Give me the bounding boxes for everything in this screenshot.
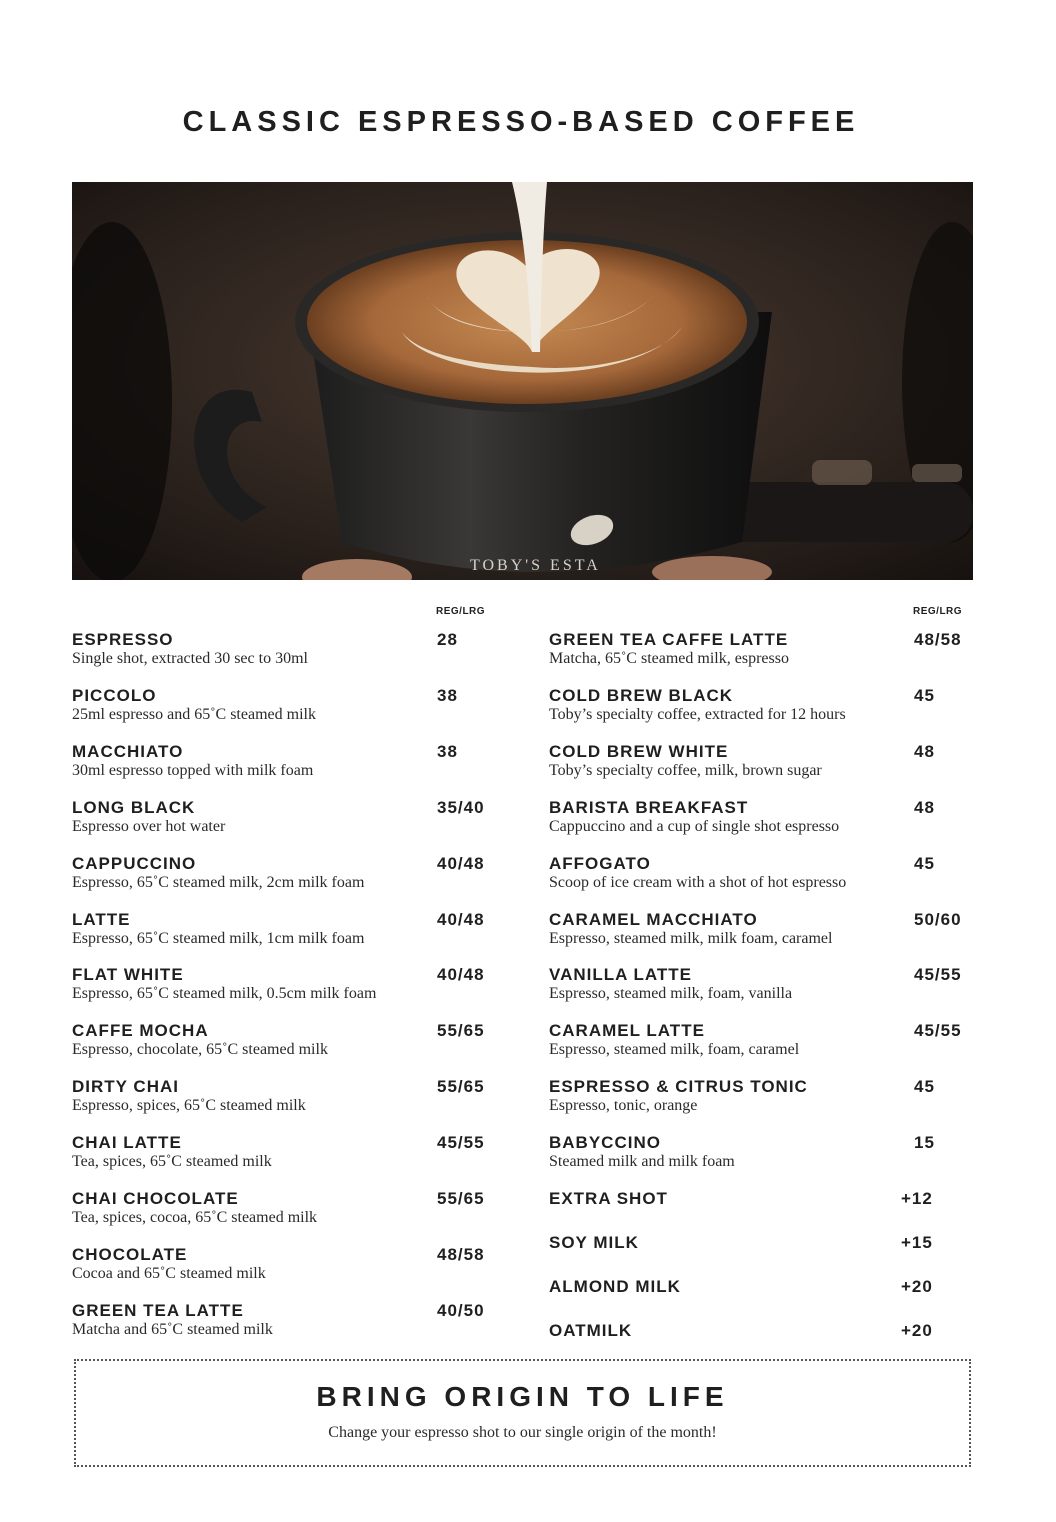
- menu-item: [72, 1301, 500, 1351]
- menu-item-name: CAFFE MOCHA: [72, 1021, 209, 1041]
- menu-item: [549, 1277, 973, 1327]
- menu-item-description: Toby’s specialty coffee, milk, brown sugar: [549, 761, 822, 779]
- menu-item: [549, 742, 973, 792]
- menu-item-description: Espresso, 65˚C steamed milk, 1cm milk foam: [72, 929, 365, 947]
- menu-item-name: BABYCCINO: [549, 1133, 661, 1153]
- menu-item-price: 55/65: [437, 1077, 485, 1097]
- menu-item-description: 30ml espresso topped with milk foam: [72, 761, 314, 779]
- menu-item-price: 55/65: [437, 1021, 485, 1041]
- menu-item-name: PICCOLO: [72, 685, 157, 705]
- menu-item-description: Matcha and 65˚C steamed milk: [72, 1320, 273, 1338]
- menu-item-price: 28: [437, 630, 458, 649]
- menu-item-price: 40/48: [437, 965, 485, 985]
- menu-item-name: BARISTA BREAKFAST: [549, 797, 749, 817]
- menu-item: [549, 965, 973, 1015]
- menu-item-name: DIRTY CHAI: [72, 1077, 179, 1097]
- promo-box: [74, 1359, 971, 1467]
- menu-item: [72, 742, 500, 792]
- menu-item: [549, 630, 973, 680]
- menu-item-description: Matcha, 65˚C steamed milk, espresso: [549, 650, 789, 667]
- menu-item: [549, 1021, 973, 1071]
- menu-item: [72, 686, 500, 736]
- menu-item: [549, 1233, 973, 1283]
- menu-item: [549, 798, 973, 848]
- menu-item-name: COLD BREW BLACK: [549, 685, 734, 705]
- size-header-right: REG/LRG: [913, 606, 963, 617]
- menu-item-price: 35/40: [437, 797, 485, 817]
- menu-item: [549, 854, 973, 904]
- menu-item-price: 45/55: [437, 1133, 485, 1153]
- menu-item-price: 45/55: [914, 965, 962, 985]
- menu-item-price: 45: [914, 685, 935, 705]
- menu-item-price: +12: [901, 1189, 933, 1208]
- menu-item-price: 38: [437, 685, 458, 705]
- menu-item-description: Single shot, extracted 30 sec to 30ml: [72, 650, 308, 667]
- menu-item-description: Espresso, chocolate, 65˚C steamed milk: [72, 1041, 328, 1059]
- menu-item-description: Espresso, tonic, orange: [549, 1097, 698, 1115]
- cup-brand-text: TOBY'S ESTA: [470, 557, 601, 574]
- menu-item-price: 48/58: [437, 1244, 485, 1264]
- menu-item-name: ESPRESSO: [72, 630, 174, 649]
- menu-item-price: 55/65: [437, 1189, 485, 1208]
- menu-item-price: 40/48: [437, 909, 485, 929]
- menu-item-description: Espresso, spices, 65˚C steamed milk: [72, 1097, 306, 1115]
- menu-item-price: +15: [901, 1233, 933, 1252]
- menu-item-price: 45/55: [914, 1021, 962, 1041]
- menu-item-name: CHAI LATTE: [72, 1133, 182, 1153]
- menu-item-price: 38: [437, 741, 458, 761]
- menu-item: [72, 1245, 500, 1295]
- menu-item-name: VANILLA LATTE: [549, 965, 692, 985]
- menu-item: [549, 686, 973, 736]
- menu-item-price: 45: [914, 853, 935, 873]
- menu-item-description: Tea, spices, 65˚C steamed milk: [72, 1153, 272, 1171]
- menu-item-price: 48: [914, 797, 935, 817]
- menu-item-price: +20: [901, 1277, 933, 1296]
- menu-item-description: Tea, spices, cocoa, 65˚C steamed milk: [72, 1209, 318, 1226]
- menu-item-price: 50/60: [914, 909, 962, 929]
- menu-item-name: SOY MILK: [549, 1233, 639, 1252]
- menu-item-name: FLAT WHITE: [72, 965, 184, 985]
- menu-item-name: CHAI CHOCOLATE: [72, 1189, 239, 1208]
- menu-item-name: OATMILK: [549, 1321, 633, 1340]
- menu-item-name: LATTE: [72, 909, 131, 929]
- menu-item-description: Espresso, steamed milk, milk foam, caramel: [549, 929, 833, 947]
- menu-item-name: CARAMEL LATTE: [549, 1021, 705, 1041]
- coffee-cup-illustration: [72, 182, 973, 580]
- menu-item: [549, 1189, 973, 1239]
- menu-item: [72, 965, 500, 1015]
- menu-item: [72, 854, 500, 904]
- page-title: CLASSIC ESPRESSO-BASED COFFEE: [182, 106, 860, 138]
- menu-item-description: Espresso, 65˚C steamed milk, 0.5cm milk foam: [72, 985, 377, 1003]
- menu-item-name: MACCHIATO: [72, 741, 184, 761]
- menu-item-price: +20: [901, 1321, 933, 1340]
- menu-item-description: Espresso, 65˚C steamed milk, 2cm milk foam: [72, 873, 365, 891]
- menu-item-description: Scoop of ice cream with a shot of hot espresso: [549, 873, 847, 891]
- menu-item-price: 48/58: [914, 630, 962, 649]
- menu-item-description: Espresso over hot water: [72, 817, 226, 835]
- menu-item-price: 45: [914, 1077, 935, 1097]
- menu-item: [72, 1133, 500, 1183]
- hero-image: [72, 182, 973, 580]
- menu-item-name: EXTRA SHOT: [549, 1189, 668, 1208]
- menu-item-name: AFFOGATO: [549, 853, 651, 873]
- menu-item-description: Cocoa and 65˚C steamed milk: [72, 1264, 266, 1282]
- menu-item: [72, 910, 500, 960]
- menu-item-name: CAPPUCCINO: [72, 853, 197, 873]
- menu-item-name: CARAMEL MACCHIATO: [549, 909, 758, 929]
- menu-item: [72, 1189, 500, 1239]
- menu-item-name: CHOCOLATE: [72, 1244, 188, 1264]
- menu-item-description: Espresso, steamed milk, foam, caramel: [549, 1041, 800, 1059]
- menu-item-description: Cappuccino and a cup of single shot espresso: [549, 817, 840, 835]
- menu-item-price: 48: [914, 741, 935, 761]
- menu-item-name: ESPRESSO & CITRUS TONIC: [549, 1077, 808, 1097]
- menu-item-price: 15: [914, 1133, 935, 1153]
- menu-item-description: Steamed milk and milk foam: [549, 1153, 735, 1171]
- menu-item-name: LONG BLACK: [72, 797, 196, 817]
- menu-item: [72, 630, 500, 680]
- menu-item: [549, 1133, 973, 1183]
- menu-item: [72, 1077, 500, 1127]
- size-header-left: REG/LRG: [436, 606, 486, 617]
- menu-item-price: 40/50: [437, 1300, 485, 1320]
- menu-item-description: Espresso, steamed milk, foam, vanilla: [549, 985, 793, 1003]
- promo-text: Change your espresso shot to our single origin of the month!: [328, 1424, 717, 1441]
- menu-item-name: GREEN TEA CAFFE LATTE: [549, 630, 789, 649]
- promo-title: BRING ORIGIN TO LIFE: [316, 1381, 729, 1412]
- menu-item-name: GREEN TEA LATTE: [72, 1300, 244, 1320]
- menu-item: [72, 1021, 500, 1071]
- menu-item: [549, 1077, 973, 1127]
- menu-item: [549, 910, 973, 960]
- menu-item-description: Toby’s specialty coffee, extracted for 12 hours: [549, 705, 846, 723]
- menu-item-name: COLD BREW WHITE: [549, 741, 729, 761]
- menu-item-price: 40/48: [437, 853, 485, 873]
- menu-item-description: 25ml espresso and 65˚C steamed milk: [72, 705, 316, 723]
- menu-item-name: ALMOND MILK: [549, 1277, 681, 1296]
- menu-item: [72, 798, 500, 848]
